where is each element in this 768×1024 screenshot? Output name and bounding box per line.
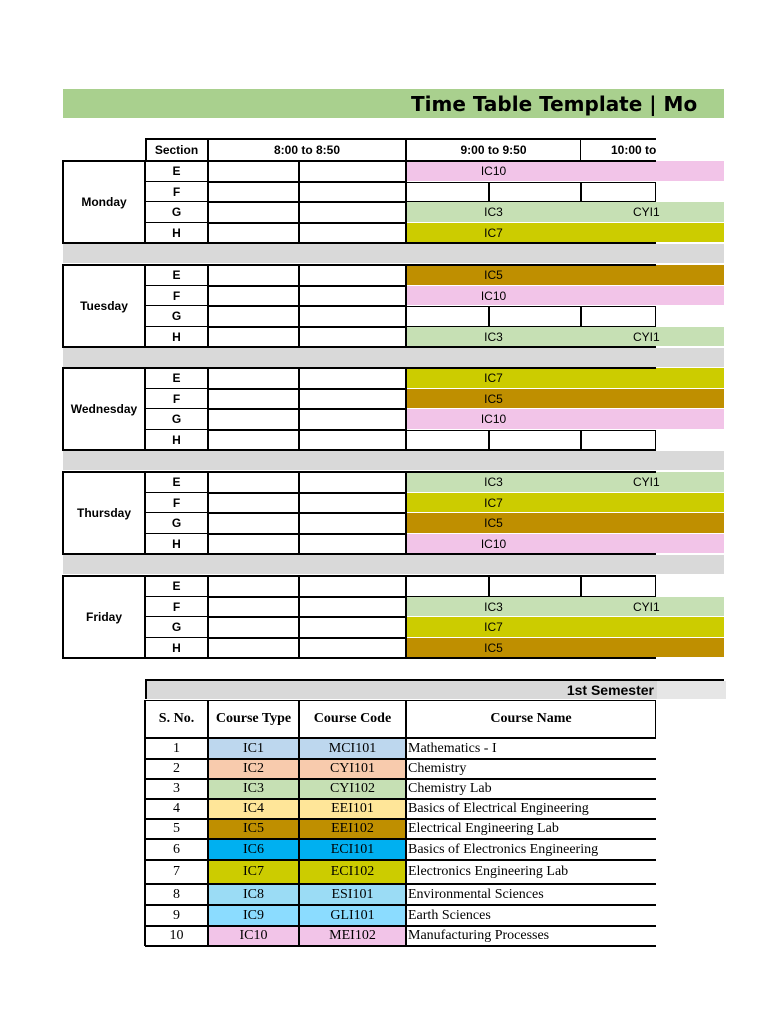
- slot1-cell-b: [299, 202, 406, 223]
- grid-line: [405, 471, 407, 555]
- slot1-cell-b: [299, 306, 406, 327]
- slot1-cell-a: [208, 182, 299, 202]
- legend-row-type: IC10: [208, 926, 299, 946]
- grid-line: [405, 138, 407, 161]
- legend-row-code: CYI102: [299, 779, 406, 799]
- slot3-cell: CYI1: [581, 597, 724, 617]
- grid-line: [405, 575, 407, 659]
- legend-row-code: CYI101: [299, 759, 406, 779]
- slot3-cell: [581, 513, 724, 534]
- slot1-cell-b: [299, 286, 406, 306]
- legend-header-type: Course Type: [208, 700, 299, 738]
- grid-line: [63, 575, 656, 577]
- section-cell: G: [145, 306, 208, 327]
- section-cell: F: [145, 286, 208, 306]
- slot2-cell-b: [489, 306, 581, 327]
- slot1-cell-b: [299, 161, 406, 182]
- legend-header-sno: S. No.: [145, 700, 208, 738]
- slot2-cell: IC3: [406, 597, 581, 617]
- slot2-cell-b: [489, 430, 581, 450]
- grid-line: [63, 160, 656, 162]
- slot2-cell: IC10: [406, 534, 581, 554]
- grid-line: [62, 367, 64, 451]
- legend-header-name: Course Name: [406, 700, 656, 738]
- slot1-cell-a: [208, 472, 299, 493]
- slot1-cell-a: [208, 368, 299, 389]
- slot1-cell-b: [299, 493, 406, 513]
- grid-line: [207, 575, 209, 659]
- grid-line: [405, 160, 407, 244]
- day-label-monday: Monday: [81, 195, 127, 209]
- section-cell: F: [145, 493, 208, 513]
- slot1-cell-b: [299, 534, 406, 554]
- slot1-cell-b: [299, 638, 406, 658]
- slot1-cell-b: [299, 576, 406, 597]
- slot1-cell-b: [299, 597, 406, 617]
- grid-line: [62, 160, 64, 244]
- grid-line: [580, 138, 581, 161]
- legend-row-code: MCI101: [299, 738, 406, 759]
- day-label-wednesday: Wednesday: [70, 402, 138, 416]
- slot1-cell-a: [208, 513, 299, 534]
- slot2-cell: IC3: [406, 327, 581, 347]
- section-cell: H: [145, 223, 208, 243]
- grid-line: [62, 575, 64, 659]
- legend-row-code: GLI101: [299, 905, 406, 926]
- slot1-cell-a: [208, 223, 299, 243]
- legend-row-type: IC2: [208, 759, 299, 779]
- slot1-cell-b: [299, 409, 406, 430]
- slot1-cell-b: [299, 223, 406, 243]
- grid-line: [62, 264, 64, 348]
- slot1-cell-b: [299, 265, 406, 286]
- legend-row-name: Electronics Engineering Lab: [406, 860, 656, 884]
- legend-row-name: Earth Sciences: [406, 905, 656, 926]
- legend-row-sno: 1: [145, 738, 208, 759]
- grid-line: [207, 471, 209, 555]
- slot1-cell-a: [208, 389, 299, 409]
- legend-header-code: Course Code: [299, 700, 406, 738]
- slot2-cell-a: [406, 576, 489, 597]
- legend-row-name: Basics of Electronics Engineering: [406, 839, 656, 860]
- header-slot-1: 8:00 to 8:50: [273, 142, 341, 157]
- section-cell: G: [145, 409, 208, 430]
- slot1-cell-a: [208, 597, 299, 617]
- section-cell: E: [145, 472, 208, 493]
- section-cell: G: [145, 617, 208, 638]
- day-label-thursday: Thursday: [76, 506, 131, 520]
- slot2-cell: IC5: [406, 389, 581, 409]
- slot2-cell: IC3: [406, 202, 581, 223]
- legend-row-type: IC1: [208, 738, 299, 759]
- legend-row-sno: 6: [145, 839, 208, 860]
- section-cell: H: [145, 327, 208, 347]
- legend-row-name: Chemistry: [406, 759, 656, 779]
- slot2-cell-b: [489, 576, 581, 597]
- grid-line: [405, 367, 407, 451]
- section-cell: G: [145, 202, 208, 223]
- legend-row-type: IC5: [208, 819, 299, 839]
- slot3-cell: [581, 265, 724, 286]
- day-label-friday: Friday: [85, 610, 122, 624]
- legend-row-code: MEI102: [299, 926, 406, 946]
- grid-line: [63, 264, 656, 266]
- legend-row-name: Environmental Sciences: [406, 884, 656, 905]
- slot1-cell-a: [208, 534, 299, 554]
- grid-line: [144, 264, 146, 348]
- day-separator: [63, 244, 724, 263]
- grid-line: [405, 264, 407, 348]
- grid-line: [63, 346, 656, 348]
- grid-line: [144, 700, 146, 946]
- legend-row-sno: 4: [145, 799, 208, 819]
- section-cell: E: [145, 576, 208, 597]
- slot2-cell-a: [406, 430, 489, 450]
- legend-row-name: Mathematics - I: [406, 738, 656, 759]
- slot1-cell-a: [208, 306, 299, 327]
- slot3-cell: [581, 493, 724, 513]
- slot2-cell-a: [406, 182, 489, 202]
- slot1-cell-a: [208, 161, 299, 182]
- legend-row-name: Manufacturing Processes: [406, 926, 656, 946]
- header-section: Section: [154, 142, 199, 157]
- slot1-cell-b: [299, 472, 406, 493]
- legend-row-type: IC4: [208, 799, 299, 819]
- grid-line: [144, 160, 146, 244]
- slot2-cell: IC7: [406, 493, 581, 513]
- section-cell: G: [145, 513, 208, 534]
- slot1-cell-b: [299, 389, 406, 409]
- slot1-cell-b: [299, 182, 406, 202]
- legend-row-type: IC9: [208, 905, 299, 926]
- slot3-cell: CYI1: [581, 472, 724, 493]
- slot3-cell: CYI1: [581, 202, 724, 223]
- grid-line: [144, 575, 146, 659]
- slot1-cell-a: [208, 430, 299, 450]
- grid-line: [63, 242, 656, 244]
- section-cell: E: [145, 368, 208, 389]
- slot1-cell-a: [208, 617, 299, 638]
- section-cell: H: [145, 534, 208, 554]
- grid-line: [207, 160, 209, 244]
- legend-row-sno: 7: [145, 860, 208, 884]
- slot3-cell: CYI1: [581, 327, 724, 347]
- slot2-cell: IC7: [406, 223, 581, 243]
- slot1-cell-b: [299, 513, 406, 534]
- slot3-cell: [581, 576, 656, 597]
- grid-line: [207, 138, 209, 161]
- legend-row-type: IC3: [208, 779, 299, 799]
- section-cell: H: [145, 638, 208, 658]
- grid-line: [63, 471, 656, 473]
- slot2-cell: IC5: [406, 513, 581, 534]
- day-label-tuesday: Tuesday: [80, 299, 128, 313]
- grid-line: [62, 471, 64, 555]
- grid-line: [145, 945, 656, 947]
- header-slot-2: 9:00 to 9:50: [460, 142, 527, 157]
- grid-line: [144, 471, 146, 555]
- section-cell: H: [145, 430, 208, 450]
- legend-row-code: ECI101: [299, 839, 406, 860]
- page-title: Time Table Template | Mo: [411, 92, 698, 116]
- section-cell: F: [145, 389, 208, 409]
- slot2-cell: IC10: [406, 161, 581, 182]
- grid-line: [63, 657, 656, 659]
- legend-row-type: IC7: [208, 860, 299, 884]
- section-cell: F: [145, 182, 208, 202]
- grid-line: [207, 264, 209, 348]
- slot3-cell: [581, 182, 656, 202]
- slot3-cell: [581, 368, 724, 389]
- slot1-cell-b: [299, 430, 406, 450]
- section-cell: E: [145, 265, 208, 286]
- slot2-cell-b: [489, 182, 581, 202]
- slot2-cell: IC10: [406, 286, 581, 306]
- slot1-cell-a: [208, 638, 299, 658]
- header-slot-3: 10:00 to: [611, 142, 656, 157]
- grid-line: [63, 449, 656, 451]
- legend-row-sno: 2: [145, 759, 208, 779]
- slot1-cell-a: [208, 409, 299, 430]
- legend-row-code: EEI101: [299, 799, 406, 819]
- legend-row-code: EEI102: [299, 819, 406, 839]
- slot1-cell-b: [299, 368, 406, 389]
- legend-row-name: Electrical Engineering Lab: [406, 819, 656, 839]
- slot2-cell-a: [406, 306, 489, 327]
- slot1-cell-a: [208, 286, 299, 306]
- grid-line: [144, 367, 146, 451]
- slot1-cell-b: [299, 617, 406, 638]
- legend-row-name: Basics of Electrical Engineering: [406, 799, 656, 819]
- grid-line: [145, 138, 147, 161]
- legend-row-name: Chemistry Lab: [406, 779, 656, 799]
- legend-row-sno: 5: [145, 819, 208, 839]
- grid-line: [63, 367, 656, 369]
- slot3-cell: [581, 161, 724, 182]
- slot1-cell-a: [208, 327, 299, 347]
- slot1-cell-a: [208, 493, 299, 513]
- legend-row-type: IC6: [208, 839, 299, 860]
- slot1-cell-a: [208, 202, 299, 223]
- slot3-cell: [581, 389, 724, 409]
- slot3-cell: [581, 534, 724, 554]
- slot1-cell-a: [208, 576, 299, 597]
- slot3-cell: [581, 409, 724, 430]
- slot2-cell: IC5: [406, 638, 581, 658]
- legend-row-code: ESI101: [299, 884, 406, 905]
- slot2-cell: IC7: [406, 617, 581, 638]
- slot3-cell: [581, 306, 656, 327]
- slot3-cell: [581, 430, 656, 450]
- day-separator: [63, 555, 724, 574]
- slot3-cell: [581, 223, 724, 243]
- section-cell: F: [145, 597, 208, 617]
- slot3-cell: [581, 286, 724, 306]
- section-cell: E: [145, 161, 208, 182]
- legend-row-sno: 8: [145, 884, 208, 905]
- legend-row-type: IC8: [208, 884, 299, 905]
- slot3-cell: [581, 638, 724, 658]
- legend-row-sno: 10: [145, 926, 208, 946]
- day-separator: [63, 348, 724, 367]
- legend-row-code: ECI102: [299, 860, 406, 884]
- slot2-cell: IC7: [406, 368, 581, 389]
- semester-label: 1st Semester: [566, 682, 654, 698]
- grid-line: [63, 553, 656, 555]
- slot2-cell: IC10: [406, 409, 581, 430]
- legend-banner: [145, 679, 724, 699]
- legend-row-sno: 9: [145, 905, 208, 926]
- slot2-cell: IC3: [406, 472, 581, 493]
- day-separator: [63, 451, 724, 470]
- slot2-cell: IC5: [406, 265, 581, 286]
- slot1-cell-b: [299, 327, 406, 347]
- grid-line: [207, 367, 209, 451]
- slot3-cell: [581, 617, 724, 638]
- legend-row-sno: 3: [145, 779, 208, 799]
- slot1-cell-a: [208, 265, 299, 286]
